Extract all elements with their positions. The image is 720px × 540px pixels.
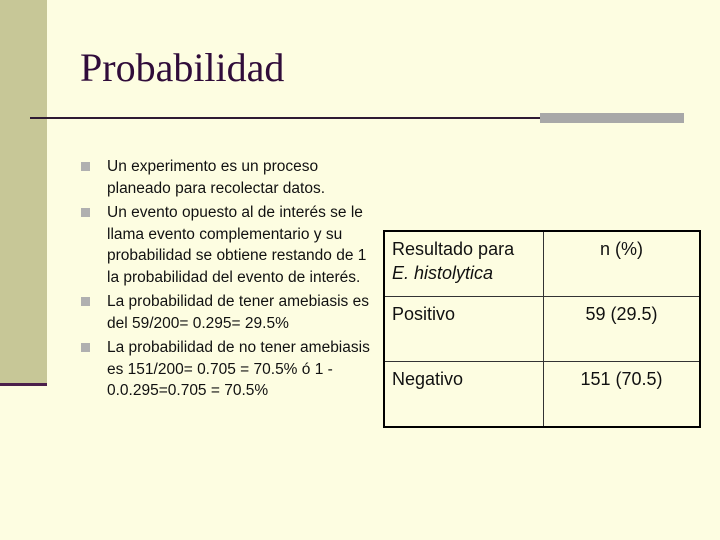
title-divider-accent — [540, 113, 684, 123]
row-value: 59 (29.5) — [544, 297, 701, 362]
header-cell-n: n (%) — [544, 231, 701, 297]
square-bullet-icon — [81, 343, 90, 352]
left-decorative-band — [0, 0, 47, 383]
table-row — [384, 362, 700, 428]
square-bullet-icon — [81, 208, 90, 217]
bullet-text: La probabilidad de no tener amebiasis es 151/200= 0.705 = 70.5% ó 1 - 0.0.295=0.705 = 70.5% — [107, 339, 370, 399]
square-bullet-icon — [81, 297, 90, 306]
square-bullet-icon — [81, 162, 90, 171]
bullet-item — [80, 156, 370, 199]
header-text: Resultado para — [392, 239, 515, 259]
slide-title: Probabilidad — [80, 45, 285, 90]
row-label: Positivo — [384, 297, 544, 362]
bullet-text: Un experimento es un proceso planeado para recolectar datos. — [107, 158, 326, 197]
bullet-item — [80, 337, 370, 402]
bullet-text: Un evento opuesto al de interés se le llama evento complementario y su probabilidad se obtiene restando de 1 la probabilidad del evento de interés. — [107, 204, 367, 286]
bullet-item — [80, 202, 370, 288]
left-band-underline — [0, 383, 47, 386]
row-label: Negativo — [384, 362, 544, 428]
header-organism: E. histolytica — [392, 263, 494, 283]
table-row — [384, 297, 700, 362]
results-table — [383, 230, 701, 428]
bullet-text: La probabilidad de tener amebiasis es del 59/200= 0.295= 29.5% — [107, 293, 369, 332]
header-cell-resultado — [384, 231, 544, 297]
bullet-item — [80, 291, 370, 334]
bullet-list — [80, 156, 370, 405]
row-value: 151 (70.5) — [544, 362, 701, 428]
table-header-row — [384, 231, 700, 297]
